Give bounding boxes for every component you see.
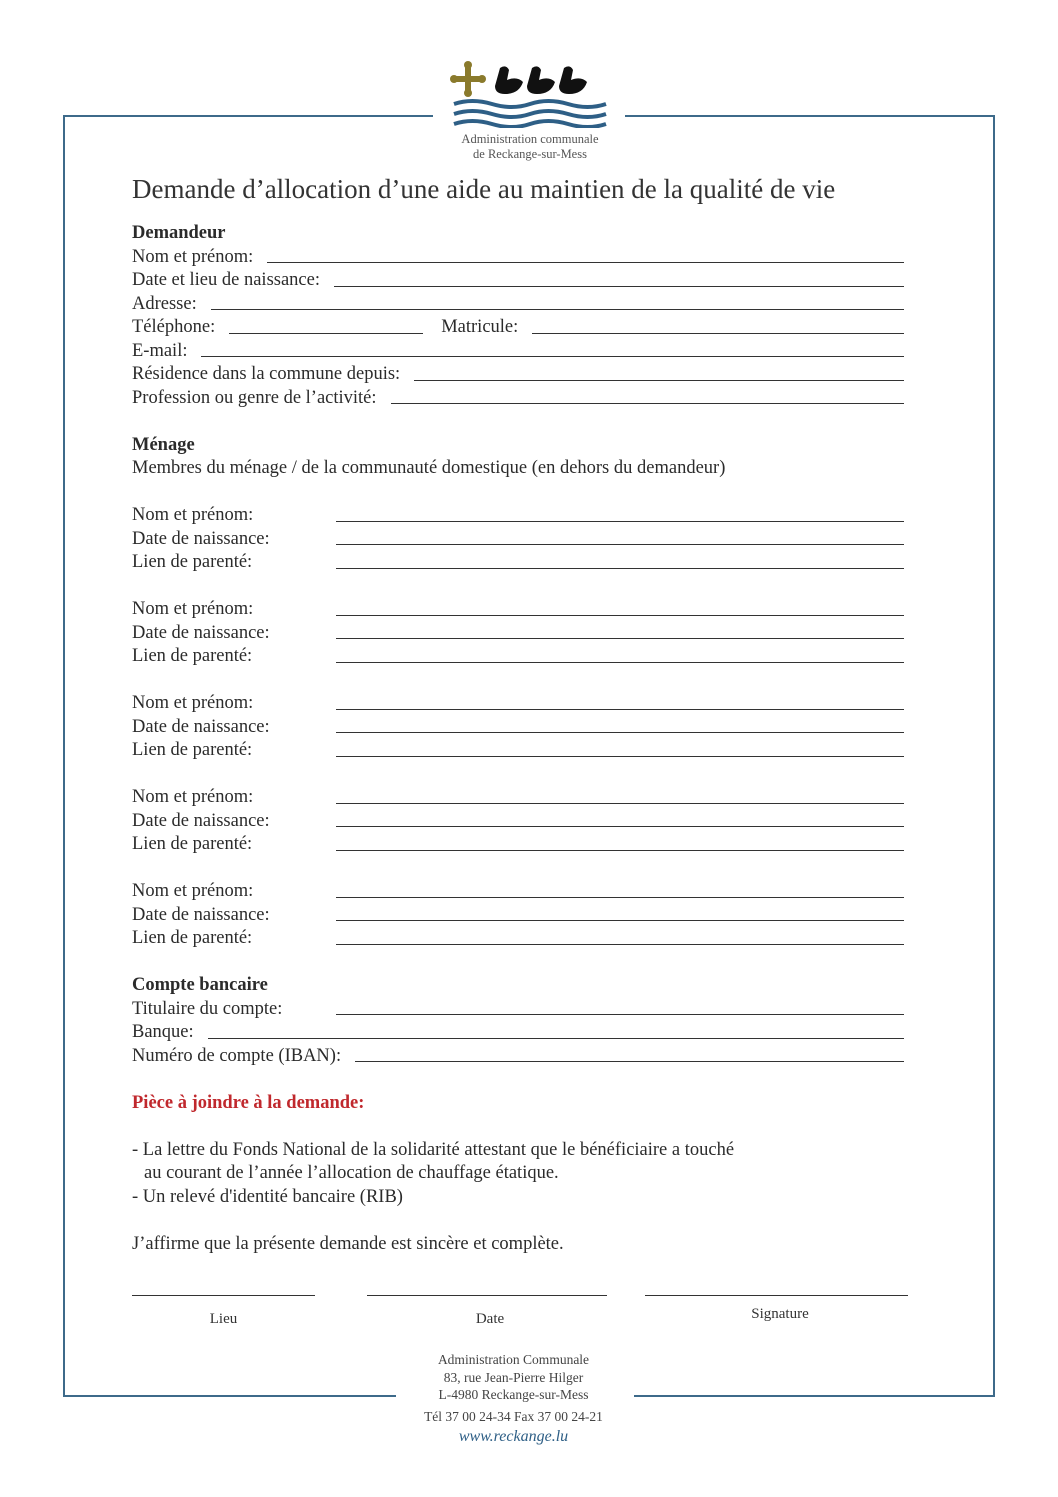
member-relation-field[interactable] <box>336 662 904 663</box>
org-name-line1: Administration communale <box>461 132 599 146</box>
member-relation-field[interactable] <box>336 568 904 569</box>
member-name-field[interactable] <box>336 803 904 804</box>
member-birth-field[interactable] <box>336 638 904 639</box>
field-label: E-mail: <box>132 340 188 361</box>
page-title: Demande d’allocation d’une aide au maintien de la qualité de vie <box>132 174 836 204</box>
frame-bottom-right <box>634 1395 995 1397</box>
member-name-field[interactable] <box>336 897 904 898</box>
field-label: Nom et prénom: <box>132 787 254 807</box>
member-name-field[interactable] <box>336 709 904 710</box>
frame-bottom-left <box>63 1395 396 1397</box>
profession-line-field[interactable] <box>391 403 904 404</box>
field-phone-matricule <box>132 316 904 340</box>
frame-top-right <box>625 115 995 117</box>
field-birth <box>132 269 904 293</box>
field-label: Résidence dans la commune depuis: <box>132 364 401 384</box>
footer-website-link[interactable]: www.reckange.lu <box>458 1428 569 1445</box>
date-line-field[interactable] <box>367 1295 607 1296</box>
org-name-line2: de Reckange-sur-Mess <box>473 147 587 161</box>
signature-line-field[interactable] <box>645 1295 908 1296</box>
field-residence <box>132 363 904 387</box>
footer-address <box>397 1351 630 1446</box>
email-line-field[interactable] <box>201 356 904 357</box>
place-line-field[interactable] <box>132 1295 315 1296</box>
member-birth-field[interactable] <box>336 544 904 545</box>
field-label: Titulaire du compte: <box>132 998 283 1019</box>
iban-field[interactable] <box>355 1061 904 1062</box>
field-label: Date de naissance: <box>132 904 270 925</box>
field-label: Nom et prénom: <box>132 881 254 901</box>
field-name <box>132 246 904 270</box>
attachment-item-2: - Un relevé d'identité bancaire (RIB) <box>132 1186 403 1207</box>
attachment-item-1-line1: - La lettre du Fonds National de la solidarité attestant que le bénéficiaire a touché <box>132 1139 735 1160</box>
attachment-item-1-line2: au courant de l’année l’allocation de chauffage étatique. <box>144 1163 559 1183</box>
coat-of-arms-icon <box>450 60 610 128</box>
section-heading-menage: Ménage <box>132 434 195 455</box>
field-account-holder <box>132 998 904 1022</box>
field-label: Nom et prénom: <box>132 599 254 619</box>
birth-line-field[interactable] <box>334 286 904 287</box>
menage-subtitle: Membres du ménage / de la communauté domestique (en dehors du demandeur) <box>132 458 726 478</box>
field-label: Téléphone: <box>132 317 216 337</box>
field-label: Matricule: <box>441 317 519 337</box>
member-birth-field[interactable] <box>336 732 904 733</box>
member-name-field[interactable] <box>336 615 904 616</box>
field-label: Numéro de compte (IBAN): <box>132 1045 342 1066</box>
household-member-3 <box>132 692 904 763</box>
household-member-4 <box>132 786 904 857</box>
address-line-field[interactable] <box>211 309 904 310</box>
field-profession <box>132 387 904 411</box>
footer-phone-fax: Tél 37 00 24-34 Fax 37 00 24-21 <box>424 1408 603 1424</box>
date-label: Date <box>475 1311 505 1327</box>
bank-name-field[interactable] <box>208 1038 904 1039</box>
member-relation-field[interactable] <box>336 756 904 757</box>
commune-logo <box>450 60 610 162</box>
attachments-heading: Pièce à joindre à la demande: <box>132 1092 365 1113</box>
field-email <box>132 340 904 364</box>
household-member-5 <box>132 880 904 951</box>
field-label: Date de naissance: <box>132 810 270 831</box>
field-label: Nom et prénom: <box>132 505 254 525</box>
place-label: Lieu <box>209 1311 238 1327</box>
household-member-1 <box>132 504 904 575</box>
footer-line3: L-4980 Reckange-sur-Mess <box>438 1387 589 1402</box>
field-label: Profession ou genre de l’activité: <box>132 387 377 408</box>
member-relation-field[interactable] <box>336 850 904 851</box>
member-relation-field[interactable] <box>336 944 904 945</box>
declaration-text: J’affirme que la présente demande est sincère et complète. <box>132 1233 564 1254</box>
field-label: Date de naissance: <box>132 716 270 737</box>
frame-right <box>993 115 995 1397</box>
field-bank <box>132 1021 904 1045</box>
household-member-2 <box>132 598 904 669</box>
field-iban <box>132 1045 904 1069</box>
field-label: Lien de parenté: <box>132 928 253 948</box>
field-label: Lien de parenté: <box>132 740 253 760</box>
matricule-line-field[interactable] <box>532 333 904 334</box>
footer-line1: Administration Communale <box>437 1352 590 1367</box>
section-heading-demandeur: Demandeur <box>132 223 226 243</box>
field-label: Date de naissance: <box>132 528 270 549</box>
signature-label: Signature <box>751 1306 809 1322</box>
field-label: Banque: <box>132 1022 194 1042</box>
field-label: Nom et prénom: <box>132 693 254 713</box>
field-address <box>132 293 904 317</box>
field-label: Adresse: <box>132 293 197 314</box>
field-label: Date et lieu de naissance: <box>132 270 320 290</box>
member-birth-field[interactable] <box>336 920 904 921</box>
field-label: Lien de parenté: <box>132 552 253 572</box>
footer-line2: 83, rue Jean-Pierre Hilger <box>443 1369 584 1385</box>
member-birth-field[interactable] <box>336 826 904 827</box>
field-label: Nom et prénom: <box>132 246 254 267</box>
field-label: Lien de parenté: <box>132 834 253 854</box>
field-label: Date de naissance: <box>132 622 270 643</box>
form-body <box>132 222 904 1256</box>
frame-top-left <box>63 115 433 117</box>
member-name-field[interactable] <box>336 521 904 522</box>
account-holder-field[interactable] <box>336 1014 904 1015</box>
residence-line-field[interactable] <box>414 380 904 381</box>
phone-line-field[interactable] <box>229 333 423 334</box>
frame-left <box>63 115 65 1397</box>
section-heading-bank: Compte bancaire <box>132 975 268 995</box>
field-label: Lien de parenté: <box>132 646 253 666</box>
name-line-field[interactable] <box>267 262 904 263</box>
